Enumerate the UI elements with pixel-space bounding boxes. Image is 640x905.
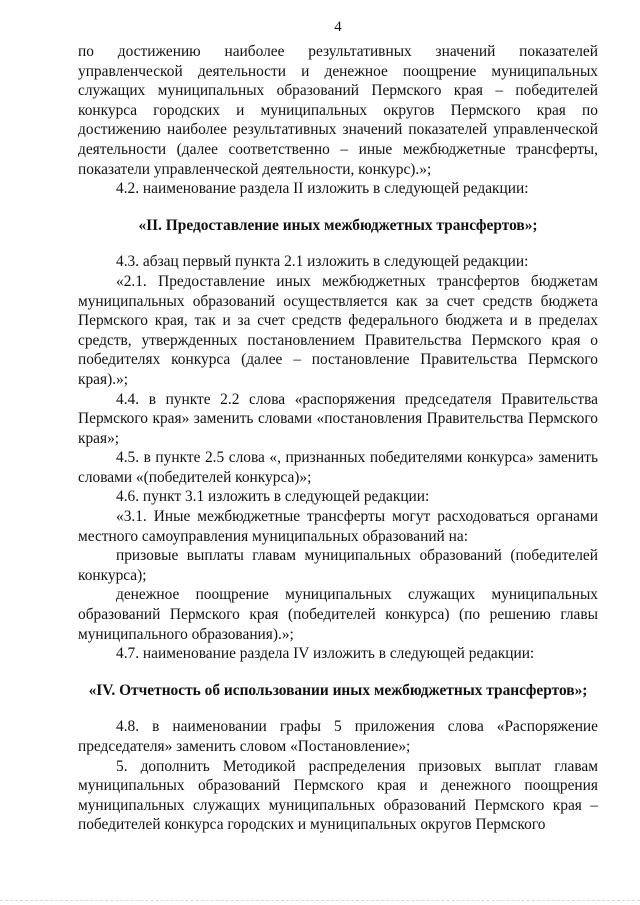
paragraph-5: 5. дополнить Методикой распределения призовых выплат главам муниципальных образований Пермского края и денежного поощрения муниципальных служащих муниципальных образований Пермского края – победителей конкурса городских и муниципальных округов Пермского	[78, 757, 598, 834]
paragraph-4-3: 4.3. абзац первый пункта 2.1 изложить в следующей редакции:	[116, 253, 529, 271]
paragraph-4-2: 4.2. наименование раздела II изложить в следующей редакции:	[116, 180, 529, 198]
paragraph-continuation: по достижению наиболее результативных значений показателей управленческой деятельности и денежное поощрение муниципальных служащих муниципальных образований Пермского края – победителей конкурса городских и муниципальных округов Пермского края по достижению наиболее результативных значений показателей управленческой деятельности (далее соответственно – иные межбюджетные трансферты, показатели управленческой деятельности, конкурс).»;	[78, 43, 598, 178]
paragraph-4-4: 4.4. в пункте 2.2 слова «распоряжения председателя Правительства Пермского края» заменить словами «постановления Правительства Пермского края»;	[78, 390, 598, 447]
paragraph-2-1-quote: «2.1. Предоставление иных межбюджетных трансфертов бюджетам муниципальных образований осуществляется как за счет средств бюджета Пермского края, так и за счет средств федерального бюджета и в пределах средств, утвержденных постановлением Правительства Пермского края о победителях конкурса (далее – постановление Правительства Пермского края).»;	[78, 272, 598, 388]
paragraph-cash-incentive: денежное поощрение муниципальных служащих муниципальных образований Пермского края (победителей конкурса) (по решению главы муниципального образования).»;	[78, 586, 598, 643]
footer-divider	[0, 900, 640, 901]
paragraph-4-5: 4.5. в пункте 2.5 слова «, признанных победителями конкурса» заменить словами «(победителей конкурса)»;	[78, 449, 598, 486]
paragraph-4-7: 4.7. наименование раздела IV изложить в следующей редакции:	[116, 645, 535, 663]
page-number: 4	[334, 19, 342, 35]
document-body	[78, 42, 598, 835]
paragraph-3-1-quote: «3.1. Иные межбюджетные трансферты могут расходоваться органами местного самоуправления муниципальных образований на:	[78, 508, 598, 545]
paragraph-prize-payments: призовые выплаты главам муниципальных образований (победителей конкурса);	[78, 547, 598, 584]
section-heading-iv: «IV. Отчетность об использовании иных межбюджетных трансфертов»;	[88, 681, 588, 699]
paragraph-4-6: 4.6. пункт 3.1 изложить в следующей редакции:	[116, 488, 430, 506]
section-heading-ii: «II. Предоставление иных межбюджетных трансфертов»;	[138, 216, 538, 234]
paragraph-4-8: 4.8. в наименовании графы 5 приложения слова «Распоряжение председателя» заменить словом «Постановление»;	[78, 718, 598, 755]
